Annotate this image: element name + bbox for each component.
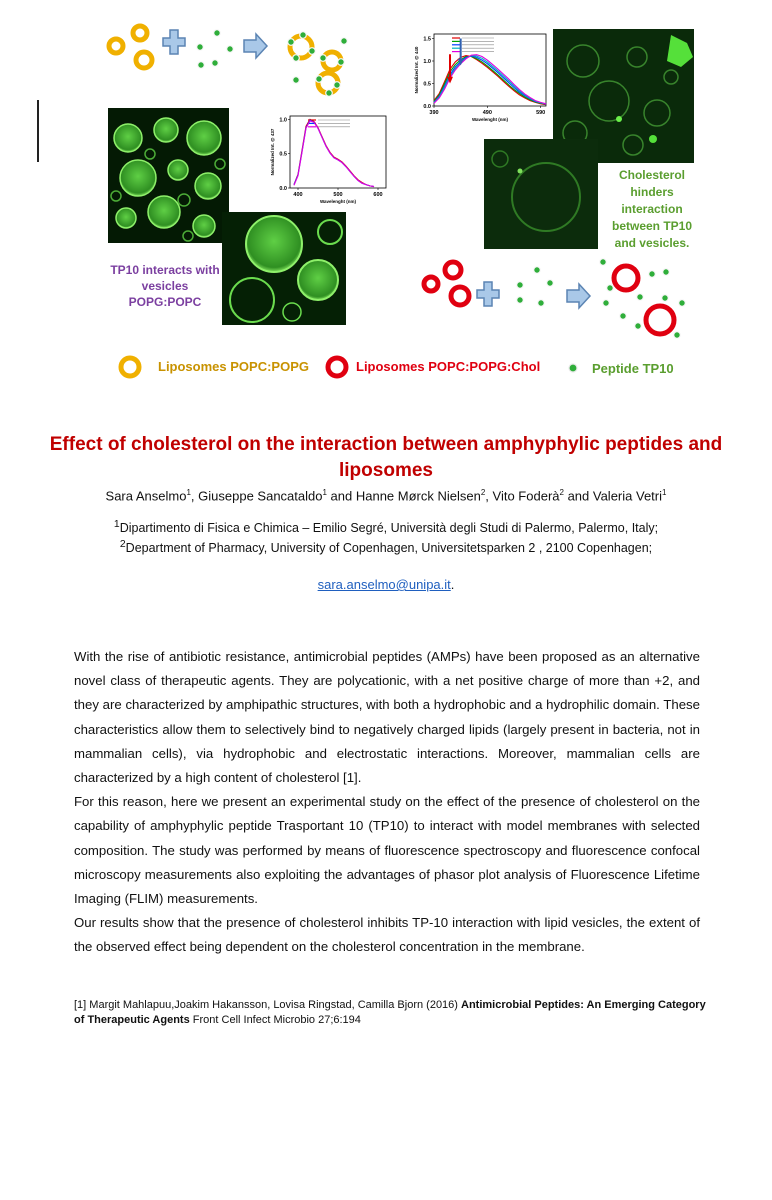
liposome-popc-popg (109, 39, 123, 53)
abstract (74, 645, 700, 960)
microscopy-image-chol-zoom (484, 139, 598, 249)
liposome-chol (614, 266, 638, 290)
x-tick-label: 490 (482, 110, 492, 116)
affiliation-2-marker: 2 (119, 539, 126, 550)
popg-interaction-label: TP10 interacts with vesicles POPG:POPC (110, 263, 220, 309)
legend-liposome-chol-icon (328, 358, 346, 376)
peptide-dots (197, 30, 234, 69)
legend-liposome-popc-popg-icon (121, 358, 139, 376)
y-axis-label: Normalized Int. @ 440 (414, 46, 419, 94)
liposome-chol (451, 287, 469, 305)
affiliation-2-text: Department of Pharmacy, University of Copenhagen, Universitetsparken 2 , 2100 Copenhagen; (125, 541, 653, 556)
abstract-paragraph: Our results show that the presence of cholesterol inhibits TP-10 interaction with lipid vesicles, the extent of the observed effect being dependent on the cholesterol concentration in the membrane. (74, 915, 700, 955)
y-tick-label: 1.0 (423, 59, 431, 65)
contact-email-line (30, 577, 742, 592)
abstract-paragraph: With the rise of antibiotic resistance, antimicrobial peptides (AMPs) have been proposed as an alternative novel class of therapeutic agents. They are polycationic, with a net positive charge of more than +2, and they are characterized by amphipathic structures, with both a hydrophobic and a hydrophilic domain. These characteristics allow them to selectively bind to negatively charged lipids (largely present in bacteria, not in mammalian cells), via hydrophobic and electrostatic interactions. Moreover, mammalian cells are characterized by a high content of cholesterol [1]. (74, 649, 700, 786)
y-axis-label: Normalized Int. @ 437 (270, 128, 275, 176)
y-tick-label: 1.5 (423, 36, 431, 43)
x-axis-label: Wavelenght (nm) (471, 117, 509, 122)
fluorescence-spectrum-chart-popg (268, 112, 390, 212)
reference-1 (74, 998, 714, 1028)
author-name: Valeria Vetri (592, 488, 663, 504)
x-tick-label: 500 (333, 192, 343, 198)
chol-hinders-label: Cholesterol hinders interaction between TP10 and vesicles. (611, 168, 693, 250)
affiliation-1-text: Dipartimento di Fisica e Chimica – Emilio Segré, Università degli Studi di Palermo, Palermo, Italy; (119, 521, 659, 536)
email-link[interactable]: sara.anselmo@unipa.it (317, 577, 451, 592)
author-name: Giuseppe Sancataldo (198, 488, 323, 504)
affiliation-1-marker: 1 (113, 519, 120, 530)
liposome-popc-popg (133, 26, 147, 40)
x-tick-label: 400 (293, 192, 303, 198)
author-name: Vito Foderà (492, 488, 560, 504)
author-name: Hanne Mørck Nielsen (355, 488, 481, 504)
plus-icon (163, 30, 185, 54)
affiliation-2 (30, 539, 742, 555)
paper-title: Effect of cholesterol on the interaction between amphyphylic peptides and liposomes (49, 434, 723, 481)
legend-peptide-icon (569, 364, 577, 372)
peptide-dots (517, 267, 554, 307)
reference-suffix: Front Cell Infect Microbio 27;6:194 (189, 1014, 361, 1026)
x-tick-label: 390 (429, 110, 439, 116)
legend-popc-popg-label: Liposomes POPC:POPG (158, 359, 309, 374)
legend-peptide-label: Peptide TP10 (592, 361, 674, 376)
author-affiliation-marker: 1 (186, 488, 191, 497)
author-list: Sara Anselmo$^1$, Giuseppe Sancataldo$^1$ and Hanne Mørck Nielsen$^2$, Vito Foderà$^2$ and Valeria Vetri$^1$ (105, 488, 667, 504)
x-tick-label: 590 (536, 110, 546, 116)
author-affiliation-marker: 1 (322, 488, 327, 497)
microscopy-image-popg-zoom (222, 212, 346, 325)
arrow-right-icon (244, 34, 267, 58)
reference-prefix: [1] Margit Mahlapuu,Joakim Hakansson, Lovisa Ringstad, Camilla Bjorn (2016) (74, 999, 462, 1011)
y-tick-label: 0.5 (423, 81, 431, 88)
reference-title: Antimicrobial Peptides: An Emerging Category of Therapeutic Agents (74, 999, 706, 1026)
plus-icon (477, 282, 499, 306)
affiliation-1 (30, 519, 742, 535)
liposome-chol (646, 306, 674, 334)
y-tick-label: 0.0 (279, 186, 287, 192)
y-tick-label: 0.0 (423, 104, 431, 110)
schematic-popg (109, 26, 347, 96)
fluorescence-spectrum-chart-chol (410, 30, 552, 130)
schematic-chol (424, 259, 685, 339)
arrow-right-icon (567, 284, 590, 308)
y-tick-label: 1.0 (279, 117, 287, 124)
author-affiliation-marker: 1 (662, 488, 667, 497)
liposome-chol (424, 277, 438, 291)
legend-chol-label: Liposomes POPC:POPG:Chol (356, 359, 541, 374)
liposome-popc-popg (136, 52, 152, 68)
y-tick-label: 0.5 (279, 151, 287, 158)
x-axis-label: Wavelenght (nm) (319, 199, 357, 204)
author-name: Sara Anselmo (105, 488, 187, 504)
x-tick-label: 600 (373, 192, 383, 198)
liposome-chol (445, 262, 461, 278)
author-affiliation-marker: 2 (559, 488, 564, 497)
microscopy-image-popg-overview (108, 108, 229, 243)
abstract-paragraph: For this reason, here we present an experimental study on the effect of the presence of cholesterol on the capability of amphyphylic peptide Trasportant 10 (TP10) to interact with model membranes with selected composition. The study was performed by means of fluorescence spectroscopy and fluorescence confocal microscopy measurements also exploiting the advantages of phasor plot analysis of Fluorescence Lifetime Imaging (FLIM) measurements. (74, 794, 700, 907)
author-affiliation-marker: 2 (480, 488, 486, 497)
email-suffix: . (450, 577, 455, 592)
